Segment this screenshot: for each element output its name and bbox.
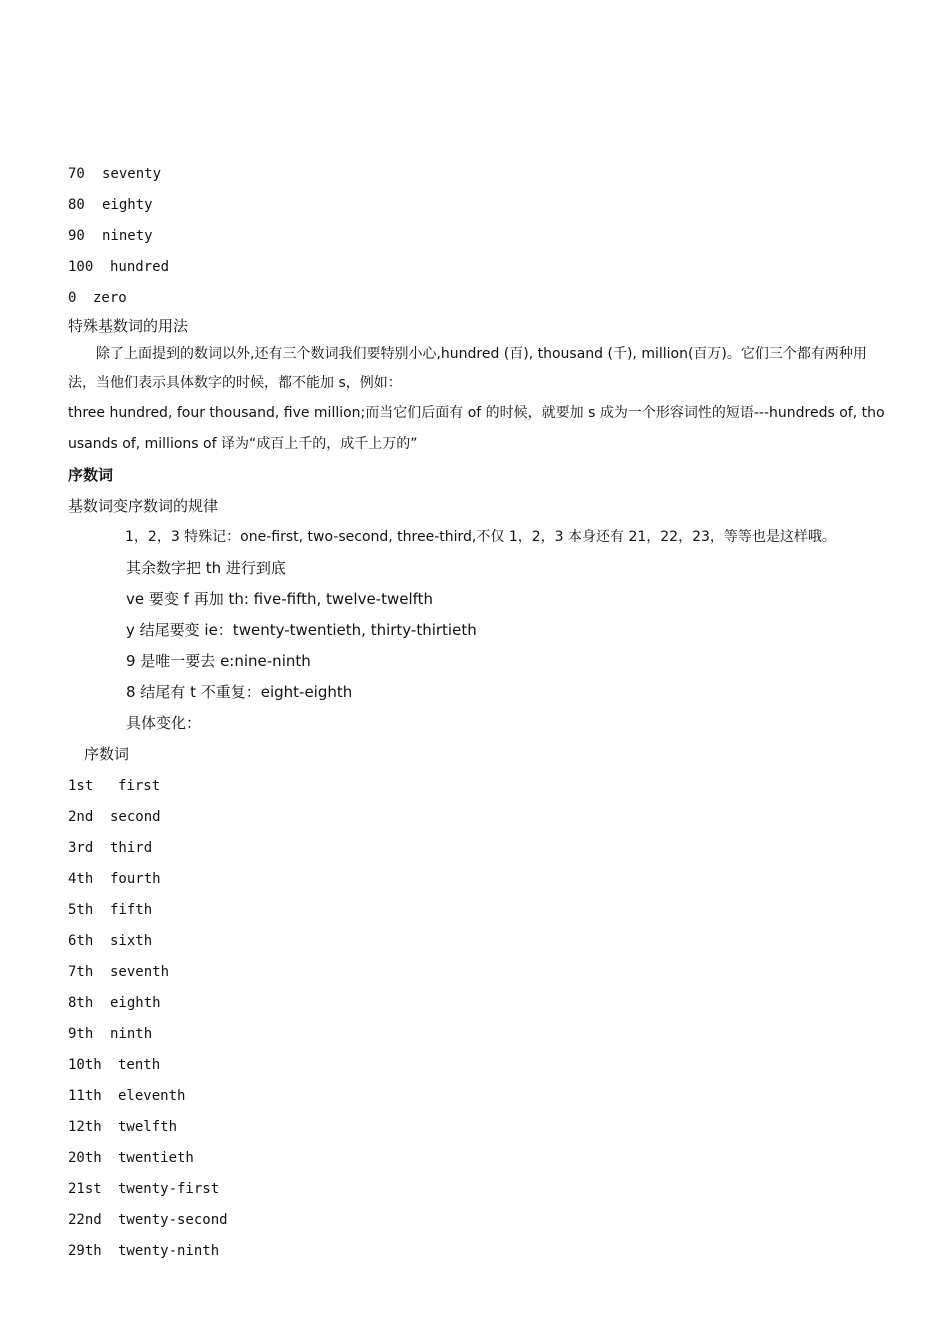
rule-item: 8 结尾有 t 不重复：eight-eighth: [126, 683, 353, 701]
rule-item: 其余数字把 th 进行到底: [126, 559, 286, 577]
cardinal-number: 90: [68, 228, 85, 244]
ordinal-number: 7th: [68, 964, 94, 980]
ordinal-row: [68, 894, 888, 925]
rule-paragraph: 1，2，3 特殊记：one-first, two-second, three-third,不仅 1，2，3 本身还有 21，22，23，等等也是这样哦。: [125, 529, 836, 545]
ordinal-word: fourth: [110, 871, 161, 887]
ordinal-number: 9th: [68, 1026, 94, 1042]
rule-heading: 基数词变序数词的规律: [68, 497, 219, 515]
cardinal-row: [68, 251, 888, 282]
ordinal-number: 22nd: [68, 1212, 102, 1228]
cardinal-word: hundred: [110, 259, 170, 275]
ordinal-word: twenty-first: [118, 1181, 220, 1197]
cardinal-number: 80: [68, 197, 85, 213]
ordinal-number: 10th: [68, 1057, 102, 1073]
ordinal-number: 6th: [68, 933, 94, 949]
cardinal-row: [68, 158, 888, 189]
ordinal-row: [68, 1173, 888, 1204]
ordinal-list-heading: 序数词: [84, 745, 130, 763]
ordinal-row: [68, 1018, 888, 1049]
cardinal-word: ninety: [102, 228, 153, 244]
rule-item: ve 要变 f 再加 th: five-fifth, twelve-twelfth: [126, 590, 434, 608]
ordinal-row: [68, 1080, 888, 1111]
ordinal-number: 12th: [68, 1119, 102, 1135]
ordinal-word: third: [110, 840, 153, 856]
ordinal-row: [68, 832, 888, 863]
ordinal-word: twenty-ninth: [118, 1243, 220, 1259]
ordinal-word: twentieth: [118, 1150, 194, 1166]
ordinal-number: 8th: [68, 995, 94, 1011]
cardinal-word: eighty: [102, 197, 153, 213]
cardinal-number: 0: [68, 290, 77, 306]
cardinal-row: [68, 282, 888, 313]
ordinal-word: eleventh: [118, 1088, 186, 1104]
ordinal-row: [68, 1142, 888, 1173]
cardinal-word: zero: [93, 290, 127, 306]
ordinal-word: twenty-second: [118, 1212, 228, 1228]
ordinal-number: 29th: [68, 1243, 102, 1259]
ordinal-row: [68, 1049, 888, 1080]
ordinal-word: tenth: [118, 1057, 161, 1073]
ordinal-number: 21st: [68, 1181, 102, 1197]
ordinal-row: [68, 987, 888, 1018]
ordinal-row: [68, 1204, 888, 1235]
document-page: [68, 158, 888, 1266]
ordinal-row: [68, 863, 888, 894]
special-heading: 特殊基数词的用法: [68, 317, 189, 335]
ordinal-word: fifth: [110, 902, 153, 918]
ordinal-word: eighth: [110, 995, 161, 1011]
ordinal-row: [68, 956, 888, 987]
cardinal-row: [68, 220, 888, 251]
ordinal-heading: 序数词: [68, 466, 114, 484]
ordinal-row: [68, 1111, 888, 1142]
rule-item: 具体变化：: [126, 714, 202, 732]
ordinal-number: 3rd: [68, 840, 94, 856]
rule-item: y 结尾要变 ie：twenty-twentieth, thirty-thirtieth: [126, 621, 477, 639]
ordinal-number: 20th: [68, 1150, 102, 1166]
ordinal-word: twelfth: [118, 1119, 178, 1135]
special-paragraph-examples: three hundred, four thousand, five million;而当它们后面有 of 的时候，就要加 s 成为一个形容词性的短语---hundreds of, thousands of, millions of 译为“成百上千的，成千上万的”: [68, 405, 885, 452]
ordinal-number: 1st: [68, 778, 94, 794]
ordinal-number: 2nd: [68, 809, 94, 825]
ordinal-number: 4th: [68, 871, 94, 887]
special-paragraph: 除了上面提到的数词以外,还有三个数词我们要特别小心,hundred (百), thousand (千), million(百万)。它们三个都有两种用法，当他们表示具体数字的时候，都不能加 s，例如：: [68, 346, 867, 391]
cardinal-number: 100: [68, 259, 94, 275]
cardinal-word: seventy: [102, 166, 162, 182]
cardinal-number: 70: [68, 166, 85, 182]
rule-item: 9 是唯一要去 e:nine-ninth: [126, 652, 311, 670]
ordinal-word: first: [118, 778, 161, 794]
cardinal-row: [68, 189, 888, 220]
ordinal-row: [68, 801, 888, 832]
ordinal-word: sixth: [110, 933, 153, 949]
ordinal-row: [68, 770, 888, 801]
ordinal-number: 11th: [68, 1088, 102, 1104]
ordinal-word: seventh: [110, 964, 170, 980]
ordinal-row: [68, 1235, 888, 1266]
ordinal-word: second: [110, 809, 161, 825]
ordinal-number: 5th: [68, 902, 94, 918]
ordinal-row: [68, 925, 888, 956]
ordinal-word: ninth: [110, 1026, 153, 1042]
